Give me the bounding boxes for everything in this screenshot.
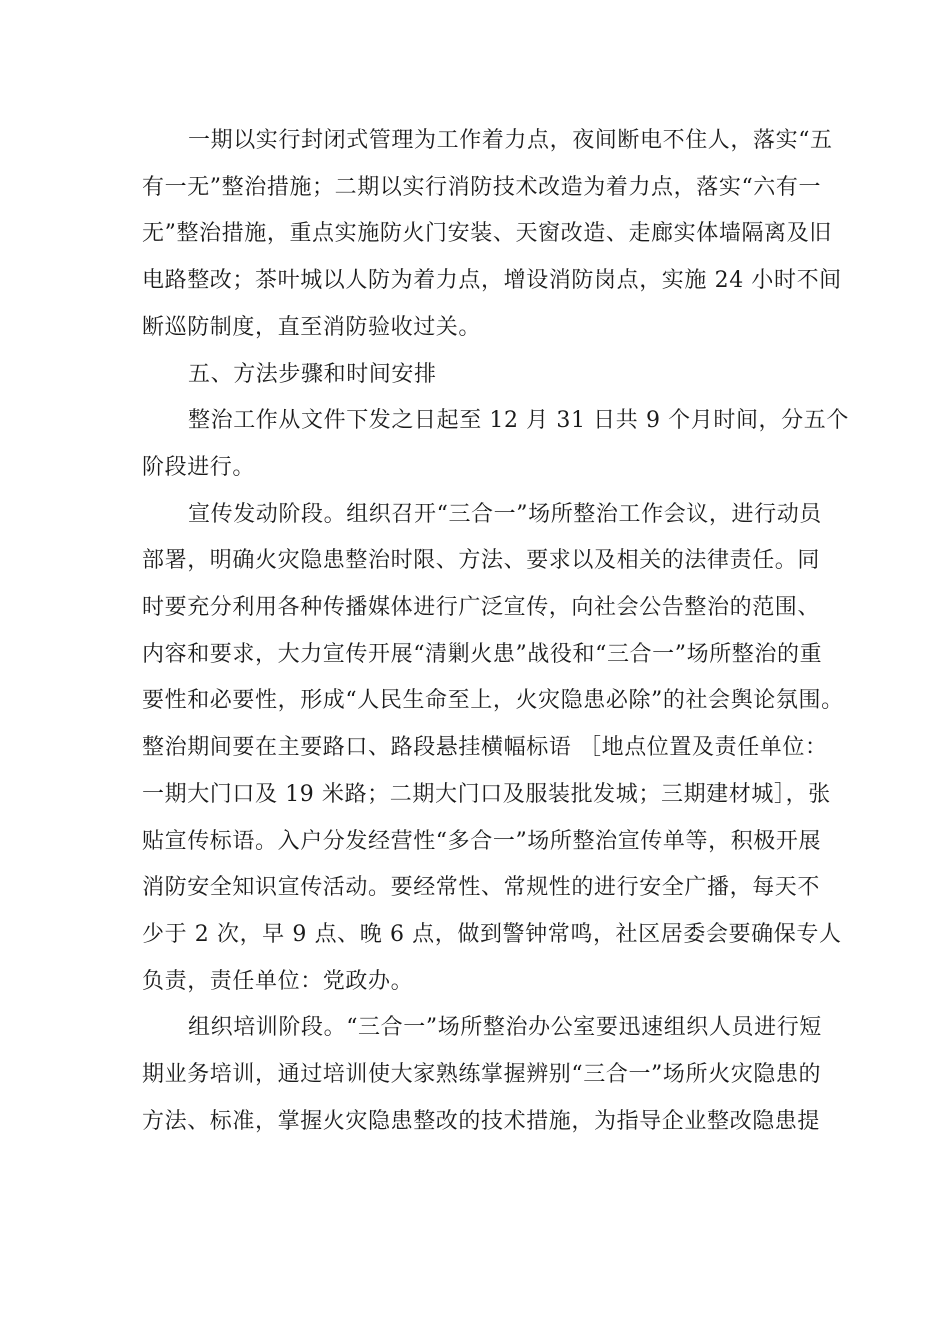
text-line: 电路整改；茶叶城以人防为着力点，增设消防岗点，实施 24 小时不间 (142, 268, 842, 294)
text-line: 内容和要求，大力宣传开展“清剿火患”战役和“三合一”场所整治的重 (142, 641, 823, 667)
text-line: 期业务培训，通过培训使大家熟练掌握辨别“三合一”场所火灾隐患的 (142, 1062, 822, 1088)
text-line: 有一无”整治措施；二期以实行消防技术改造为着力点，落实“六有一 (142, 174, 822, 200)
text-line: 贴宣传标语。入户分发经营性“多合一”场所整治宣传单等，积极开展 (142, 828, 822, 854)
text-line: 宣传发动阶段。组织召开“三合一”场所整治工作会议，进行动员 (188, 501, 822, 527)
text-line: 消防安全知识宣传活动。要经常性、常规性的进行安全广播，每天不 (142, 875, 821, 901)
text-line: 负责，责任单位：党政办。 (142, 968, 414, 994)
text-line: 整治工作从文件下发之日起至 12 月 31 日共 9 个月时间，分五个 (188, 408, 849, 434)
text-line: 一期大门口及 19 米路；二期大门口及服装批发城；三期建材城］，张 (142, 781, 831, 807)
document-body (142, 118, 849, 1145)
text-line: 要性和必要性，形成“人民生命至上，火灾隐患必除”的社会舆论氛围。 (142, 688, 844, 714)
text-line: 整治期间要在主要路口、路段悬挂横幅标语 ［地点位置及责任单位： (142, 735, 828, 761)
paragraph (142, 352, 822, 399)
text-line: 一期以实行封闭式管理为工作着力点，夜间断电不住人，落实“五 (188, 128, 833, 153)
paragraph (142, 398, 849, 491)
text-line: 方法、标准，掌握火灾隐患整改的技术措施，为指导企业整改隐患提 (142, 1108, 821, 1134)
paragraph (142, 118, 842, 352)
text-line: 部署，明确火灾隐患整治时限、方法、要求以及相关的法律责任。同 (142, 548, 821, 574)
paragraph (142, 492, 844, 1006)
text-line: 时要充分利用各种传播媒体进行广泛宣传，向社会公告整治的范围、 (142, 595, 821, 621)
text-line: 阶段进行。 (142, 454, 256, 480)
text-line: 组织培训阶段。“三合一”场所整治办公室要迅速组织人员进行短 (188, 1015, 822, 1041)
text-line: 少于 2 次，早 9 点、晚 6 点，做到警钟常鸣，社区居委会要确保专人 (142, 921, 842, 947)
text-line: 断巡防制度，直至消防验收过关。 (142, 314, 482, 340)
text-line: 无”整治措施，重点实施防火门安装、天窗改造、走廊实体墙隔离及旧 (142, 221, 832, 247)
text-line: 五、方法步骤和时间安排 (188, 361, 437, 387)
paragraph (142, 1005, 822, 1145)
